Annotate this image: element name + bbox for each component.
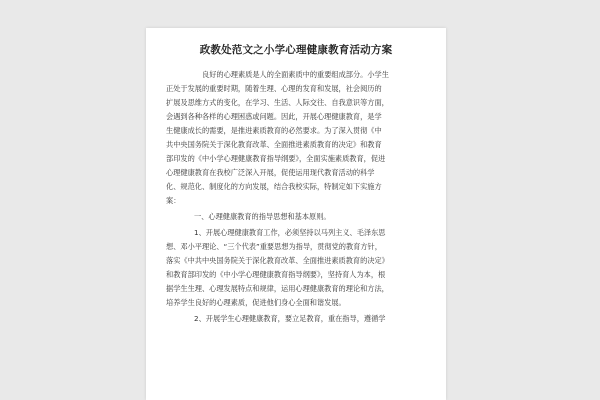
paragraph-line: 案： bbox=[166, 196, 181, 205]
paragraph-line: 1、开展心理健康教育工作，必须坚持以马列主义、毛泽东思 bbox=[194, 228, 386, 237]
paragraph-line: 部印发的《中小学心理健康教育指导纲要》，全面实施素质教育，促进 bbox=[166, 154, 386, 163]
document-title: 政教处范文之小学心理健康教育活动方案 bbox=[199, 44, 393, 56]
paragraph-line: 扩展及思维方式的变化，在学习、生活、人际交往、自我意识等方面， bbox=[166, 98, 389, 107]
paragraph-line: 落实《中共中央国务院关于深化教育改革、全面推进素质教育的决定》 bbox=[166, 256, 389, 265]
document-page bbox=[146, 28, 446, 400]
paragraph-line: 想、邓小平理论、“三个代表”重要思想为指导，贯彻党的教育方针， bbox=[166, 242, 382, 251]
section-heading: 一、心理健康教育的指导思想和基本原则。 bbox=[194, 212, 331, 221]
paragraph-line: 培养学生良好的心理素质，促进他们身心全面和谐发展。 bbox=[166, 298, 346, 307]
paragraph-line: 正处于发展的重要时期，随着生理、心理的发育和发展，社会阅历的 bbox=[166, 84, 382, 93]
paragraph-line: 会遇到各种各样的心理困惑或问题。因此，开展心理健康教育，是学 bbox=[166, 112, 382, 121]
paragraph-line: 2、开展学生心理健康教育，要立足教育，重在指导，遵循学 bbox=[194, 314, 386, 323]
paragraph-line: 共中央国务院关于深化教育改革、全面推进素质教育的决定》和教育 bbox=[166, 140, 382, 149]
paragraph-line: 化、规范化、制度化的方向发展，结合我校实际，特制定如下实施方 bbox=[166, 182, 382, 191]
paragraph-line: 心理健康教育在我校广泛深入开展，促使运用现代教育活动的科学 bbox=[166, 168, 375, 177]
paragraph-line: 和教育部印发的《中小学心理健康教育指导纲要》，坚持育人为本，根 bbox=[166, 270, 386, 279]
paragraph-line: 良好的心理素质是人的全面素质中的重要组成部分。小学生 bbox=[202, 70, 389, 79]
paragraph-line: 据学生生理、心理发展特点和规律，运用心理健康教育的理论和方法， bbox=[166, 284, 389, 293]
paragraph-line: 生健康成长的需要，是推进素质教育的必然要求。为了深入贯彻《中 bbox=[166, 126, 382, 135]
